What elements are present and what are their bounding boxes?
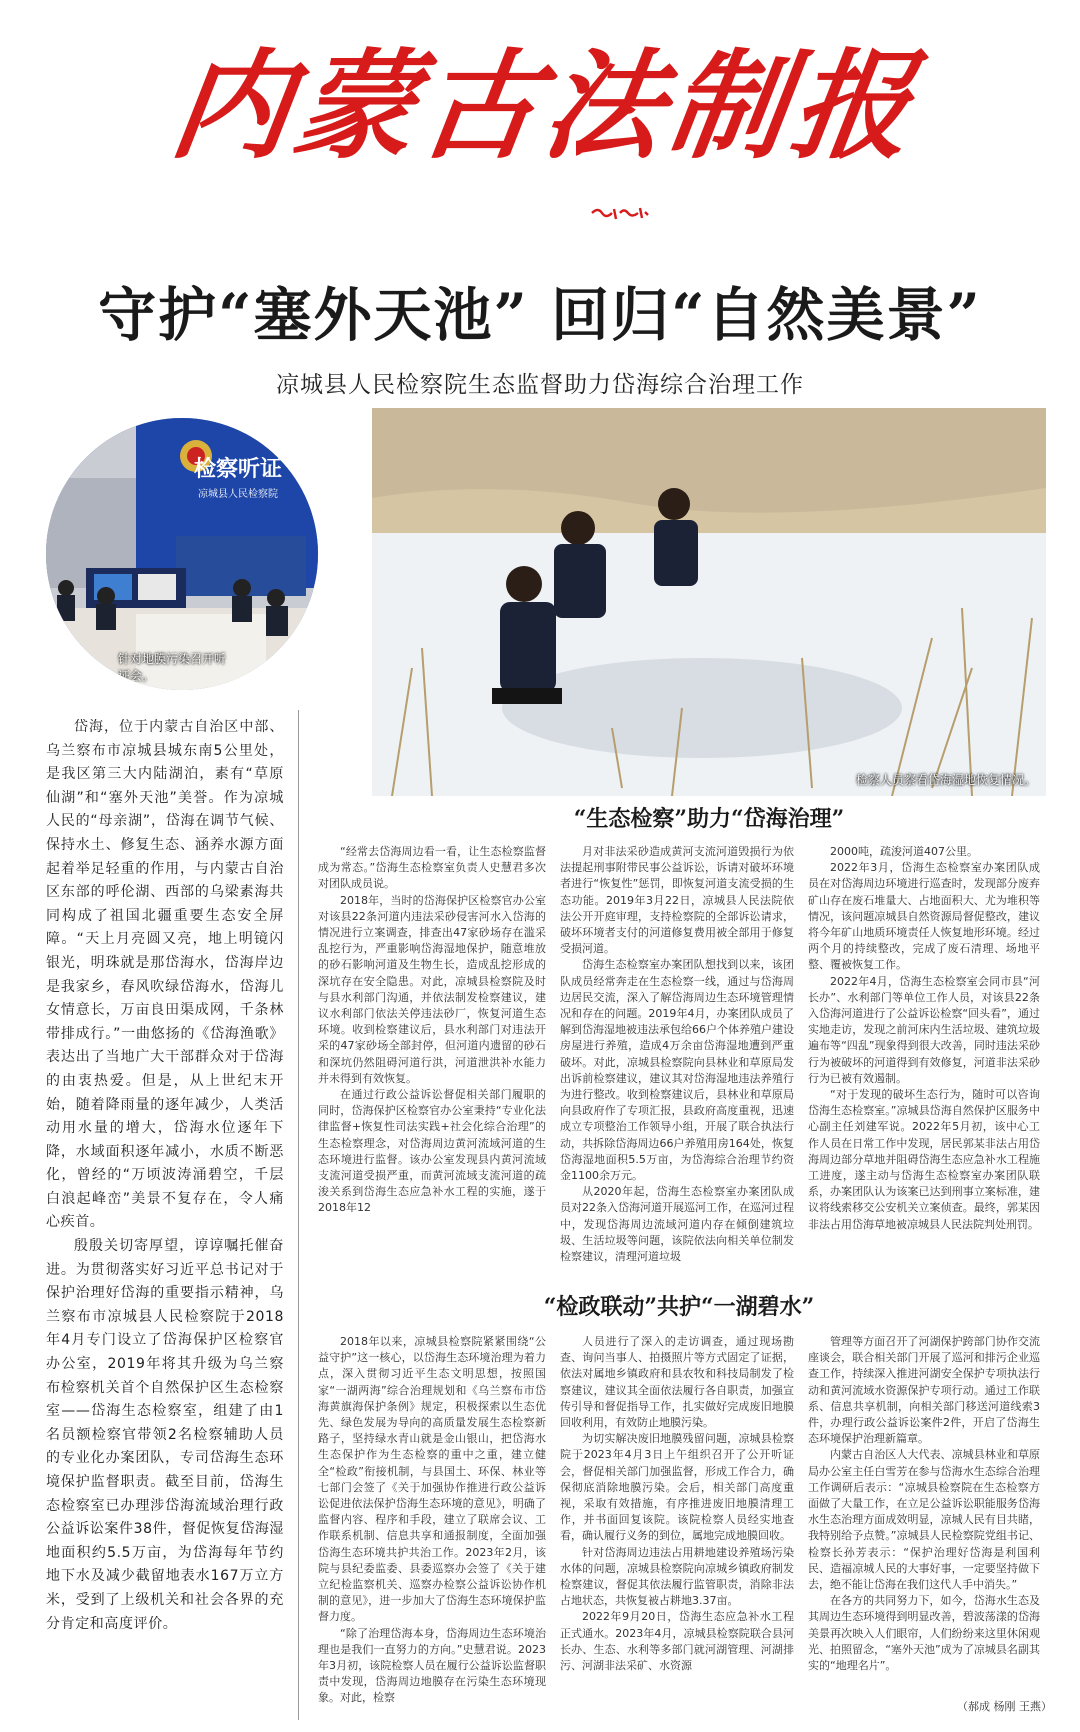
section1-column-2 [560, 844, 794, 1265]
section1-col2-para: 岱海生态检察室办案团队想找到以来，该团队成员经常奔走在生态检察一线，通过与岱海周边居民交流，深入了解岱海周边生态环境管理情况和存在的问题。2019年4月，办案团队成员了解到岱海湿地被违法承包给66户个体养殖户建设房屋进行养殖，造成4万余亩岱海湿地遭到严重破坏。对此，凉城县检察院向县林业和草原局发出诉前检察建议，建议其对岱海湿地违法养殖行为进行整改。收到检察建议后，县林业和草原局向县政府作了专项汇报，县政府高度重视，迅速成立专项整治工作领导小组，开展了联合执法行动，共拆除岱海周边66户养殖用房164处，恢复岱海湿地面积5.5万亩，为岱海综合治理节约资金1100余万元。 [560, 958, 794, 1183]
section1-col1-para: “经常去岱海周边看一看，让生态检察监督成为常态。”岱海生态检察室负责人史慧君多次对团队成员说。 [318, 845, 546, 891]
section2-col1-para: 2018年以来，凉城县检察院紧紧围绕“公益守护”这一核心，以岱海生态环境治理为着力点，深入贯彻习近平生态文明思想，按照国家“一湖两海”综合治理规划和《乌兰察布市岱海黄旗海保护条例》规定，积极探索以生态优先、绿色发展为导向的高质量发展生态检察新路子，坚持绿水青山就是金山银山，把岱海水生态保护作为生态检察的重中之重，建立健全“检政”衔接机制，与县国土、环保、林业等七部门会签了《关于加强协作推进行政公益诉讼促进依法保护岱海生态环境的意见》，明确了监督内容、程序和手段，建立了联席会议、工作联系机制、信息共享和通报制度，全面加强岱海生态环境共护共治工作。2023年2月，该院与县纪委监委、县委巡察办会签了《关于建立纪检监察机关、巡察办检察公益诉讼协作机制的意见》，进一步加大了岱海生态环境保护监督力度。 [318, 1335, 546, 1624]
section1-col1-para: 在通过行政公益诉讼督促相关部门履职的同时，岱海保护区检察官办公室秉持“专业化法律监督+恢复性司法实践+社会化综合治理”的生态检察理念，对岱海周边黄河流域河道的生态环境进行监督。该办公室发现县内黄河流域支流河道受损严重，而黄河流域支流河道的疏浚关系到岱海生态应急补水工程的实施，遂于2018年12 [318, 1088, 546, 1215]
masthead-title: 内蒙古法制报 [163, 36, 927, 175]
headline: 守护“塞外天池” 回归“自然美景” [98, 281, 982, 349]
wetland-photo-caption: 检察人员察看岱海湿地恢复情况。 [855, 773, 1036, 787]
section1-col3-para: 2022年4月，岱海生态检察室会同市县“河长办”、水利部门等单位工作人员，对该县22条入岱海河道进行了公益诉讼检察“回头看”，通过实地走访，发现之前河床内生活垃圾、建筑垃圾遍布等“四乱”现象得到很大改善，同时违法采砂行为被破坏的河道得到有效修复，河道非法采砂行为已被有效遏制。 [808, 974, 1040, 1085]
section2-col2-para: 针对岱海周边违法占用耕地建设养殖场污染水体的问题，凉城县检察院向凉城乡镇政府制发检察建议，督促其依法履行监管职责，消除非法占地状态，共恢复被占耕地3.37亩。 [560, 1545, 794, 1608]
hearing-sign-title: 检察听证 [193, 457, 282, 482]
section2-col2-para: 人员进行了深入的走访调查，通过现场勘查、询问当事人、拍摄照片等方式固定了证据，依法对属地乡镇政府和县农牧和科技局制发了检察建议，建议其全面依法履行各自职责，加强宣传引导和督促指导工作，扎实做好完成废旧地膜回收利用，有效防止地膜污染。 [560, 1335, 794, 1430]
section2-col1-para: “除了治理岱海本身，岱海周边生态环境治理也是我们一直努力的方向。”史慧君说。2023年3月初，该院检察人员在履行公益诉讼监督职责中发现，岱海周边地膜存在污染生态环境现象。对此，检察 [318, 1626, 546, 1705]
section2-column-2 [560, 1334, 794, 1674]
section1-col3-para: 2022年3月，岱海生态检察室办案团队成员在对岱海周边环境进行巡查时，发现部分废弃矿山存在废石堆量大、占地面积大、尤为堆积等情况，该问题凉城县自然资源局督促整改，建议将今年矿山地质环境责任人恢复地形环境。经过两个月的持续整改，完成了废石清理、场地平整、覆被恢复工作。 [808, 861, 1040, 972]
section1-col3-para: “对于发现的破坏生态行为，随时可以咨询岱海生态检察室。”凉城县岱海自然保护区服务中心副主任刘建军说。2022年5月初，该中心工作人员在日常工作中发现，居民郭某非法占用岱海周边部分草地并阻碍岱海生态应急补水工程施工进度，遂主动与岱海生态检察室办案团队联系，办案团队认为该案已达到刑事立案标准，建议将线索移交公安机关立案侦查。最终，郭某因非法占用岱海草地被凉城县人民法院判处刑罚。 [808, 1088, 1040, 1231]
intro-paragraph-2: 殷殷关切寄厚望，谆谆嘱托催奋进。为贯彻落实好习近平总书记对于保护治理好岱海的重要指示精神，乌兰察布市凉城县人民检察院于2018年4月专门设立了岱海保护区检察官办公室，2019年将其升级为乌兰察布检察机关首个自然保护区生态检察室——岱海生态检察室，组建了由1名员额检察官带领2名检察辅助人员的专业化办案团队，专司岱海生态环境保护监督职责。截至目前，岱海生态检察室已办理涉岱海流域治理行政公益诉讼案件38件，督促恢复岱海湿地面积约5.5万亩，为岱海每年节约地下水及减少截留地表水167万立方米，受到了上级机关和社会各界的充分肯定和高度评价。 [46, 1238, 285, 1632]
section2-column-1 [318, 1334, 546, 1707]
section1-column-3 [808, 844, 1040, 1233]
section2-col3-para: 管理等方面召开了河湖保护跨部门协作交流座谈会，联合相关部门开展了巡河和排污企业巡查工作，持续深入推进河湖安全保护专项执法行动和黄河流域水资源保护专项行动。通过工作联系、信息共享机制，向相关部门移送河道线索3件，办理行政公益诉讼案件2件，开启了岱海生态环境保护治理新篇章。 [808, 1335, 1040, 1446]
section2-col3-para: 内蒙古自治区人大代表、凉城县林业和草原局办公室主任白雪芳在参与岱海水生态综合治理工作调研后表示：“凉城县检察院在生态检察方面做了大量工作，在立足公益诉讼职能服务岱海水生态治理方面成效明显，凉城人民有目共睹，我特别给予点赞。”凉城县人民检察院党组书记、检察长孙芳表示：“保护治理好岱海是利国利民、造福凉城人民的大事好事，一定要坚持做下去，绝不能让岱海在我们这代人手中消失。” [808, 1448, 1040, 1592]
intro-paragraph-1: 岱海，位于内蒙古自治区中部、乌兰察布市凉城县城东南5公里处，是我区第三大内陆湖泊，素有“草原仙湖”和“塞外天池”美誉。作为凉城人民的“母亲湖”，岱海在调节气候、保持水土、修复生态、涵养水源方面起着举足轻重的作用，与内蒙古自治区东部的呼伦湖、西部的乌梁素海共同构成了祖国北疆重要生态安全屏障。“天上月亮圆又亮，地上明镜闪银光，明珠就是那岱海水，岱海岸边是我家乡，春风吹绿岱海水，岱海儿女情意长，万亩良田渠成网，千条林带排成行。”一曲悠扬的《岱海渔歌》表达出了当地广大干部群众对于岱海的由衷热爱。但是，从上世纪末开始，随着降雨量的逐年减少，人类活动用水量的增大，岱海水位逐年下降，水域面积逐年减小，水质不断恶化，曾经的“万顷波涛涌碧空，千层白浪起峰峦”美景不复存在，令人痛心疾首。 [46, 719, 284, 1231]
section1-col2-para: 从2020年起，岱海生态检察室办案团队成员对22条入岱海河道开展巡河工作，在巡河过程中，发现岱海周边流域河道内存在倾倒建筑垃圾、生活垃圾等问题，该院依法向相关单位制发检察建议，清理河道垃圾 [560, 1185, 794, 1264]
column-divider [298, 710, 299, 1720]
hearing-photo-caption: 针对地膜污染召开听证会。 [118, 652, 227, 683]
section2-column-3 [808, 1334, 1040, 1674]
section1-title: “生态检察”助力“岱海治理” [573, 806, 845, 832]
hearing-sign-subtitle: 凉城县人民检察院 [198, 489, 278, 500]
section2-col2-para: 2022年9月20日，岱海生态应急补水工程正式通水。2023年4月，凉城县检察院联合县河长办、生态、水利等多部门就河湖管理、河湖排污、河湖非法采矿、水资源 [560, 1610, 794, 1673]
section2-col2-para: 为切实解决废旧地膜残留问题，凉城县检察院于2023年4月3日上午组织召开了公开听证会，督促相关部门加强监督，形成工作合力，确保彻底消除地膜污染。会后，相关部门高度重视，采取有效措施，有序推进废旧地膜清理工作，并书面回复该院。该院检察人员经实地查看，确认履行义务的到位，属地完成地膜回收。 [560, 1432, 794, 1543]
section1-col3-para: 2000吨，疏浚河道407公里。 [830, 845, 978, 858]
section1-col2-para: 月对非法采砂造成黄河支流河道毁损行为依法提起刑事附带民事公益诉讼，诉请对破坏环境者进行“恢复性”惩罚，即恢复河道支流受损的生态功能。2019年3月22日，凉城县人民法院依法公开开庭审理，支持检察院的全部诉讼请求，破坏环境者支付的河道修复费用被全部用于修复受损河道。 [560, 845, 794, 956]
intro-column [46, 716, 284, 1636]
wetland-illustration [372, 408, 1046, 796]
section2-title: “检政联动”共护“一湖碧水” [543, 1294, 815, 1320]
author-credit: （郝成 杨刚 王燕） [957, 1700, 1052, 1713]
section2-col3-para: 在各方的共同努力下，如今，岱海水生态及其周边生态环境得到明显改善，碧波荡漾的岱海美景再次映入人们眼帘，人们纷纷来这里休闲观光、拍照留念，“塞外天池”成为了凉城县名副其实的“地理名片”。 [808, 1594, 1040, 1673]
section1-column-1 [318, 844, 546, 1217]
newspaper-masthead [150, 26, 940, 216]
subheadline: 凉城县人民检察院生态监督助力岱海综合治理工作 [276, 372, 804, 398]
wetland-photo [372, 408, 1046, 796]
section1-col1-para: 2018年，当时的岱海保护区检察官办公室对该县22条河道内违法采砂侵害河水入岱海的情况进行立案调查，排查出47家砂场存在滥采乱挖行为，严重影响岱海湿地保护，随意堆放的砂石影响河道及生物生长，造成乱挖形成的深坑存在安全隐患。对此，凉城县检察院及时与县水利部门沟通，并依法制发检察建议，建议水利部门依法关停违法砂厂，恢复河道生态环境。收到检察建议后，县水利部门对违法开采的47家砂场全部封停，但河道内遗留的砂石和深坑仍然阻碍河道行洪，河道泄洪补水能力并未得到有效恢复。 [318, 893, 546, 1085]
hearing-photo [46, 418, 318, 690]
mongolian-script-mark [590, 205, 650, 221]
